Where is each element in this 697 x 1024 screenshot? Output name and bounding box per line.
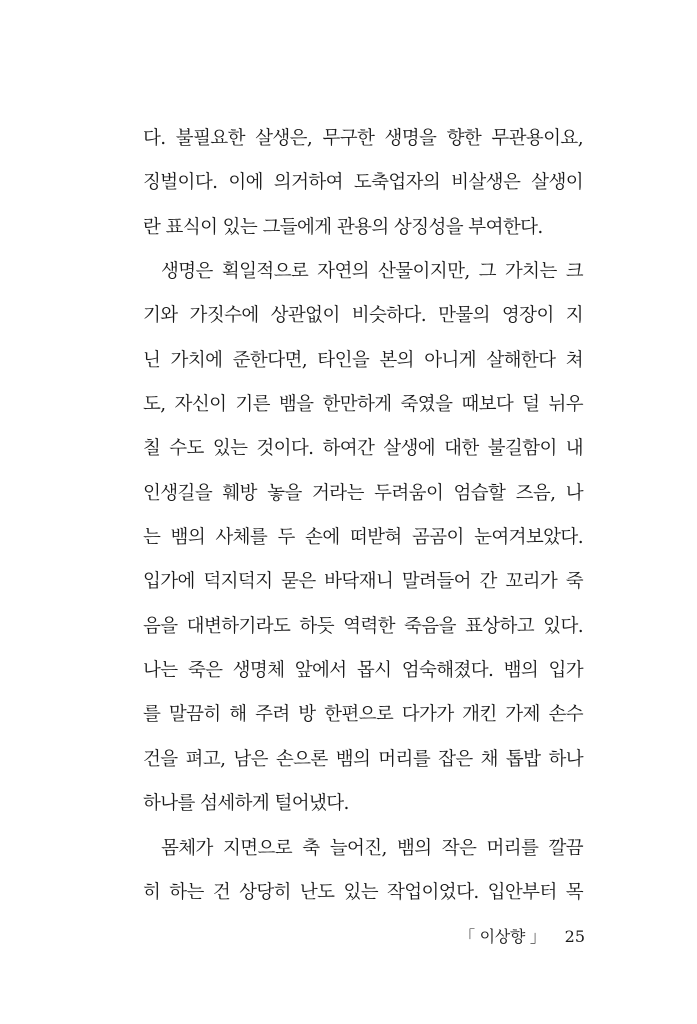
text-line: 음을 대변하기라도 하듯 역력한 죽음을 표상하고 있다. — [143, 615, 583, 637]
text-line: 는 뱀의 사체를 두 손에 떠받혀 곰곰이 눈여겨보았다. — [143, 527, 583, 549]
text-line: 다. 불필요한 살생은, 무구한 생명을 향한 무관용이요, — [143, 128, 583, 149]
text-line: 나는 죽은 생명체 앞에서 몹시 엄숙해졌다. 뱀의 입가 — [143, 660, 583, 682]
text-line: 기와 가짓수에 상관없이 비슷하다. 만물의 영장이 지 — [143, 305, 583, 327]
text-line: 히 하는 건 상당히 난도 있는 작업이었다. 입안부터 목 — [143, 881, 583, 903]
text-line: 생명은 획일적으로 자연의 산물이지만, 그 가치는 크 — [161, 261, 583, 283]
text-line: 몸체가 지면으로 축 늘어진, 뱀의 작은 머리를 깔끔 — [161, 837, 583, 859]
text-line: 입가에 덕지덕지 묻은 바닥재니 말려들어 간 꼬리가 죽 — [143, 571, 583, 593]
text-line: 칠 수도 있는 것이다. 하여간 살생에 대한 불길함이 내 — [143, 438, 583, 460]
page-footer — [459, 922, 585, 952]
running-title: 「 이상향 」 — [459, 927, 546, 946]
text-line: 인생길을 훼방 놓을 거라는 두려움이 엄습할 즈음, 나 — [143, 482, 583, 504]
text-line: 하나를 섬세하게 털어냈다. — [143, 793, 349, 815]
text-line: 를 말끔히 해 주려 방 한편으로 다가가 개킨 가제 손수 — [143, 704, 583, 726]
text-line: 도, 자신이 기른 뱀을 한만하게 죽였을 때보다 덜 뉘우 — [143, 394, 583, 416]
text-line: 란 표식이 있는 그들에게 관용의 상징성을 부여한다. — [143, 216, 543, 238]
text-line: 징벌이다. 이에 의거하여 도축업자의 비살생은 살생이 — [143, 172, 583, 194]
text-line: 건을 펴고, 남은 손으론 뱀의 머리를 잡은 채 톱밥 하나 — [143, 748, 583, 770]
text-line: 닌 가치에 준한다면, 타인을 본의 아니게 살해한다 쳐 — [143, 349, 583, 371]
page-number: 25 — [564, 927, 585, 946]
body-text — [143, 117, 583, 915]
